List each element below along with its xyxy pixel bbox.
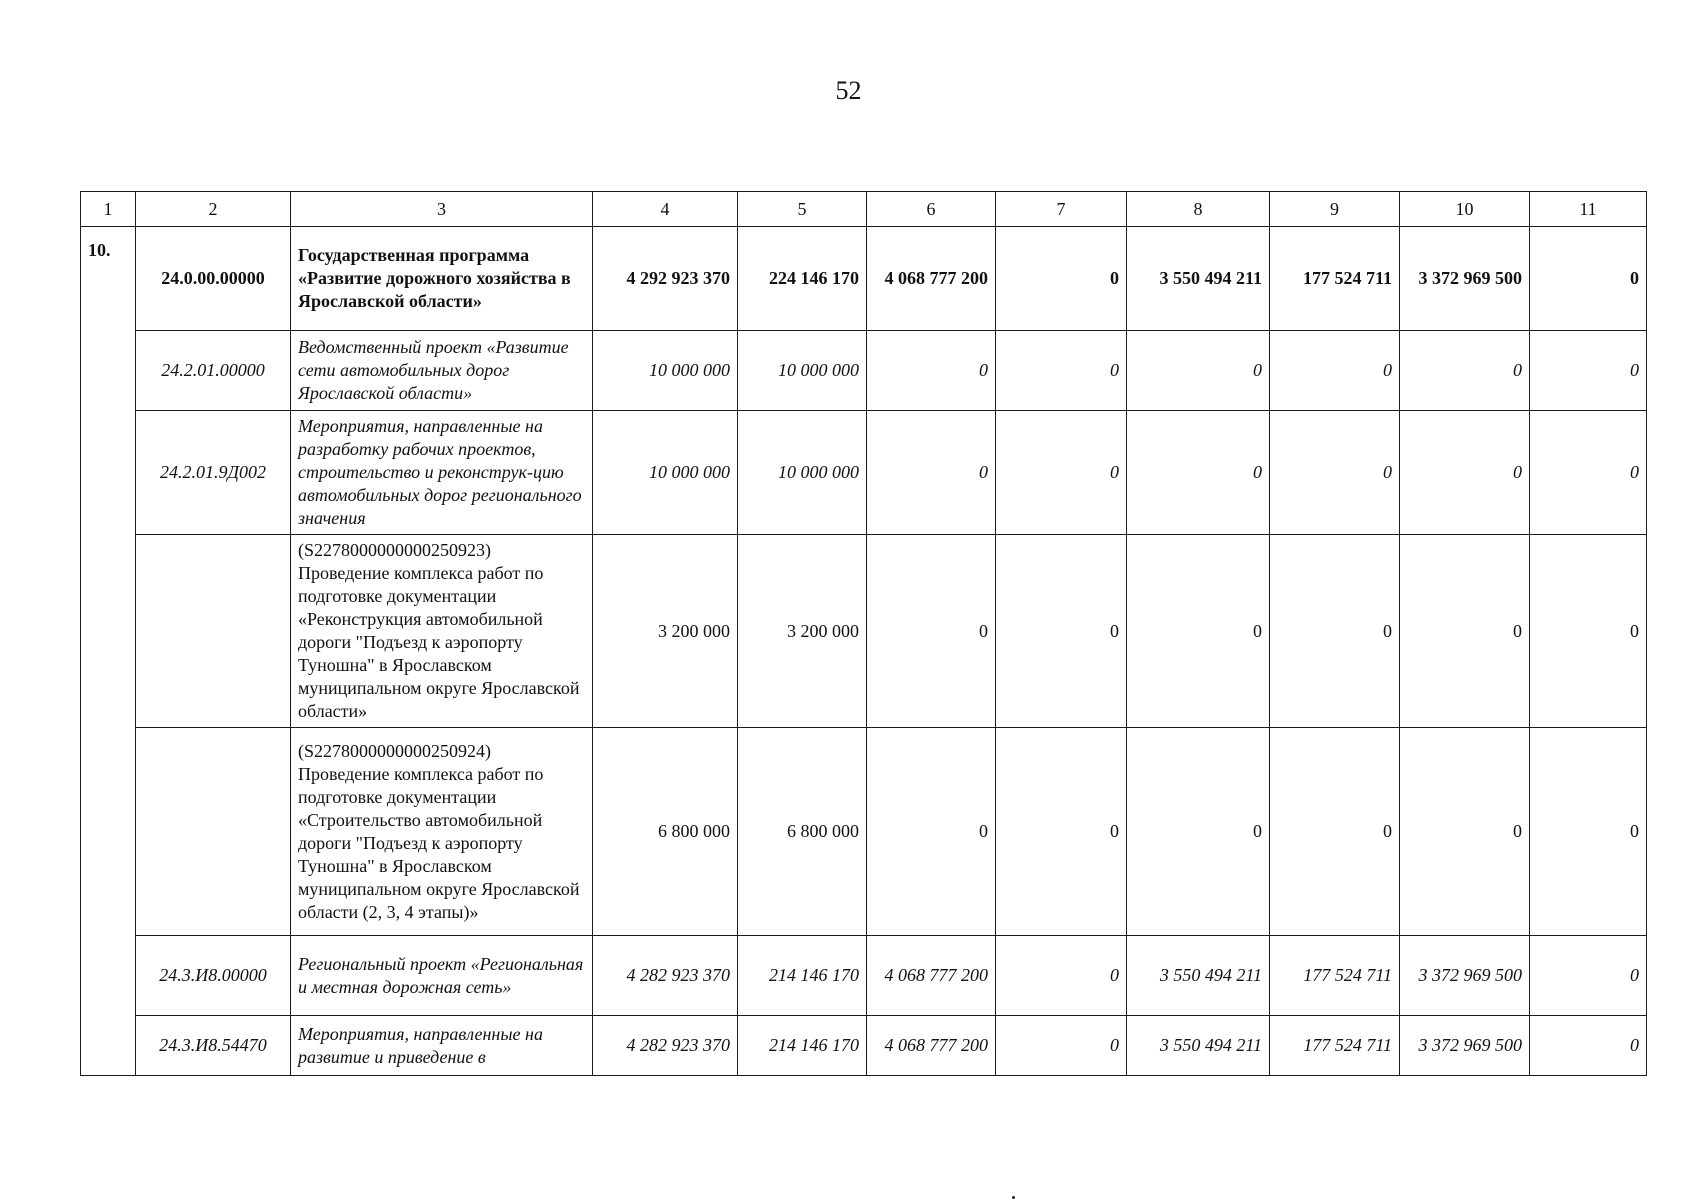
scan-mark xyxy=(1012,1196,1015,1199)
value-cell: 0 xyxy=(996,535,1127,728)
value-cell: 0 xyxy=(1127,535,1270,728)
code-cell xyxy=(136,535,291,728)
table-row xyxy=(81,1016,1647,1076)
table-body xyxy=(81,192,1647,1076)
value-cell: 0 xyxy=(996,227,1127,331)
code-cell: 24.3.И8.54470 xyxy=(136,1016,291,1076)
header-cell: 8 xyxy=(1127,192,1270,227)
value-cell: 3 200 000 xyxy=(593,535,738,728)
value-cell: 10 000 000 xyxy=(593,411,738,535)
value-cell: 177 524 711 xyxy=(1270,227,1400,331)
value-cell: 214 146 170 xyxy=(738,1016,867,1076)
value-cell: 10 000 000 xyxy=(738,411,867,535)
value-cell: 0 xyxy=(996,411,1127,535)
value-cell: 0 xyxy=(1400,411,1530,535)
value-cell: 0 xyxy=(1530,227,1647,331)
code-cell: 24.3.И8.00000 xyxy=(136,936,291,1016)
header-row xyxy=(81,192,1647,227)
description-cell: Региональный проект «Региональная и местная дорожная сеть» xyxy=(291,936,593,1016)
header-cell: 5 xyxy=(738,192,867,227)
value-cell: 6 800 000 xyxy=(593,728,738,936)
description-cell: Мероприятия, направленные на развитие и приведение в xyxy=(291,1016,593,1076)
page-number: 52 xyxy=(835,76,862,105)
value-cell: 214 146 170 xyxy=(738,936,867,1016)
header-cell: 10 xyxy=(1400,192,1530,227)
value-cell: 0 xyxy=(1400,331,1530,411)
table-row xyxy=(81,411,1647,535)
value-cell: 0 xyxy=(1270,331,1400,411)
value-cell: 4 068 777 200 xyxy=(867,1016,996,1076)
value-cell: 3 550 494 211 xyxy=(1127,936,1270,1016)
value-cell: 4 068 777 200 xyxy=(867,227,996,331)
description-cell: (S2278000000000250923) Проведение комплекса работ по подготовке документации «Реконструкция автомобильной дороги "Подъезд к аэропорту Туношна" в Ярославском муниципальном округе Ярославской области» xyxy=(291,535,593,728)
value-cell: 4 282 923 370 xyxy=(593,936,738,1016)
value-cell: 0 xyxy=(1530,331,1647,411)
header-cell: 1 xyxy=(81,192,136,227)
value-cell: 177 524 711 xyxy=(1270,936,1400,1016)
value-cell: 4 068 777 200 xyxy=(867,936,996,1016)
value-cell: 0 xyxy=(1127,411,1270,535)
value-cell: 0 xyxy=(1530,411,1647,535)
value-cell: 0 xyxy=(996,1016,1127,1076)
value-cell: 0 xyxy=(1400,535,1530,728)
value-cell: 0 xyxy=(1270,535,1400,728)
header-cell: 3 xyxy=(291,192,593,227)
value-cell: 0 xyxy=(1270,411,1400,535)
value-cell: 3 372 969 500 xyxy=(1400,227,1530,331)
description-cell: Государственная программа «Развитие дорожного хозяйства в Ярославской области» xyxy=(291,227,593,331)
code-cell xyxy=(136,728,291,936)
value-cell: 3 550 494 211 xyxy=(1127,227,1270,331)
table-row xyxy=(81,936,1647,1016)
value-cell: 224 146 170 xyxy=(738,227,867,331)
value-cell: 10 000 000 xyxy=(738,331,867,411)
value-cell: 0 xyxy=(1530,728,1647,936)
value-cell: 0 xyxy=(1270,728,1400,936)
header-cell: 11 xyxy=(1530,192,1647,227)
row-number-cell: 10. xyxy=(81,227,136,1076)
value-cell: 0 xyxy=(1127,728,1270,936)
value-cell: 4 292 923 370 xyxy=(593,227,738,331)
table-row xyxy=(81,331,1647,411)
value-cell: 6 800 000 xyxy=(738,728,867,936)
value-cell: 3 372 969 500 xyxy=(1400,1016,1530,1076)
table-row xyxy=(81,728,1647,936)
table-row xyxy=(81,535,1647,728)
value-cell: 0 xyxy=(996,331,1127,411)
header-cell: 7 xyxy=(996,192,1127,227)
value-cell: 3 200 000 xyxy=(738,535,867,728)
table-row xyxy=(81,227,1647,331)
value-cell: 0 xyxy=(1530,936,1647,1016)
header-cell: 4 xyxy=(593,192,738,227)
code-cell: 24.0.00.00000 xyxy=(136,227,291,331)
description-cell: Мероприятия, направленные на разработку рабочих проектов, строительство и реконструк-цию автомобильных дорог регионального значения xyxy=(291,411,593,535)
code-cell: 24.2.01.00000 xyxy=(136,331,291,411)
value-cell: 10 000 000 xyxy=(593,331,738,411)
value-cell: 3 372 969 500 xyxy=(1400,936,1530,1016)
budget-table xyxy=(80,191,1647,1076)
value-cell: 4 282 923 370 xyxy=(593,1016,738,1076)
value-cell: 0 xyxy=(1530,1016,1647,1076)
header-cell: 6 xyxy=(867,192,996,227)
value-cell: 3 550 494 211 xyxy=(1127,1016,1270,1076)
value-cell: 0 xyxy=(867,728,996,936)
code-cell: 24.2.01.9Д002 xyxy=(136,411,291,535)
value-cell: 177 524 711 xyxy=(1270,1016,1400,1076)
header-cell: 2 xyxy=(136,192,291,227)
value-cell: 0 xyxy=(1127,331,1270,411)
value-cell: 0 xyxy=(996,728,1127,936)
description-cell: Ведомственный проект «Развитие сети автомобильных дорог Ярославской области» xyxy=(291,331,593,411)
value-cell: 0 xyxy=(867,331,996,411)
value-cell: 0 xyxy=(996,936,1127,1016)
description-cell: (S2278000000000250924) Проведение комплекса работ по подготовке документации «Строительство автомобильной дороги "Подъезд к аэропорту Туношна" в Ярославском муниципальном округе Ярославской области (2, 3, 4 этапы)» xyxy=(291,728,593,936)
value-cell: 0 xyxy=(1400,728,1530,936)
header-cell: 9 xyxy=(1270,192,1400,227)
value-cell: 0 xyxy=(867,411,996,535)
value-cell: 0 xyxy=(1530,535,1647,728)
value-cell: 0 xyxy=(867,535,996,728)
